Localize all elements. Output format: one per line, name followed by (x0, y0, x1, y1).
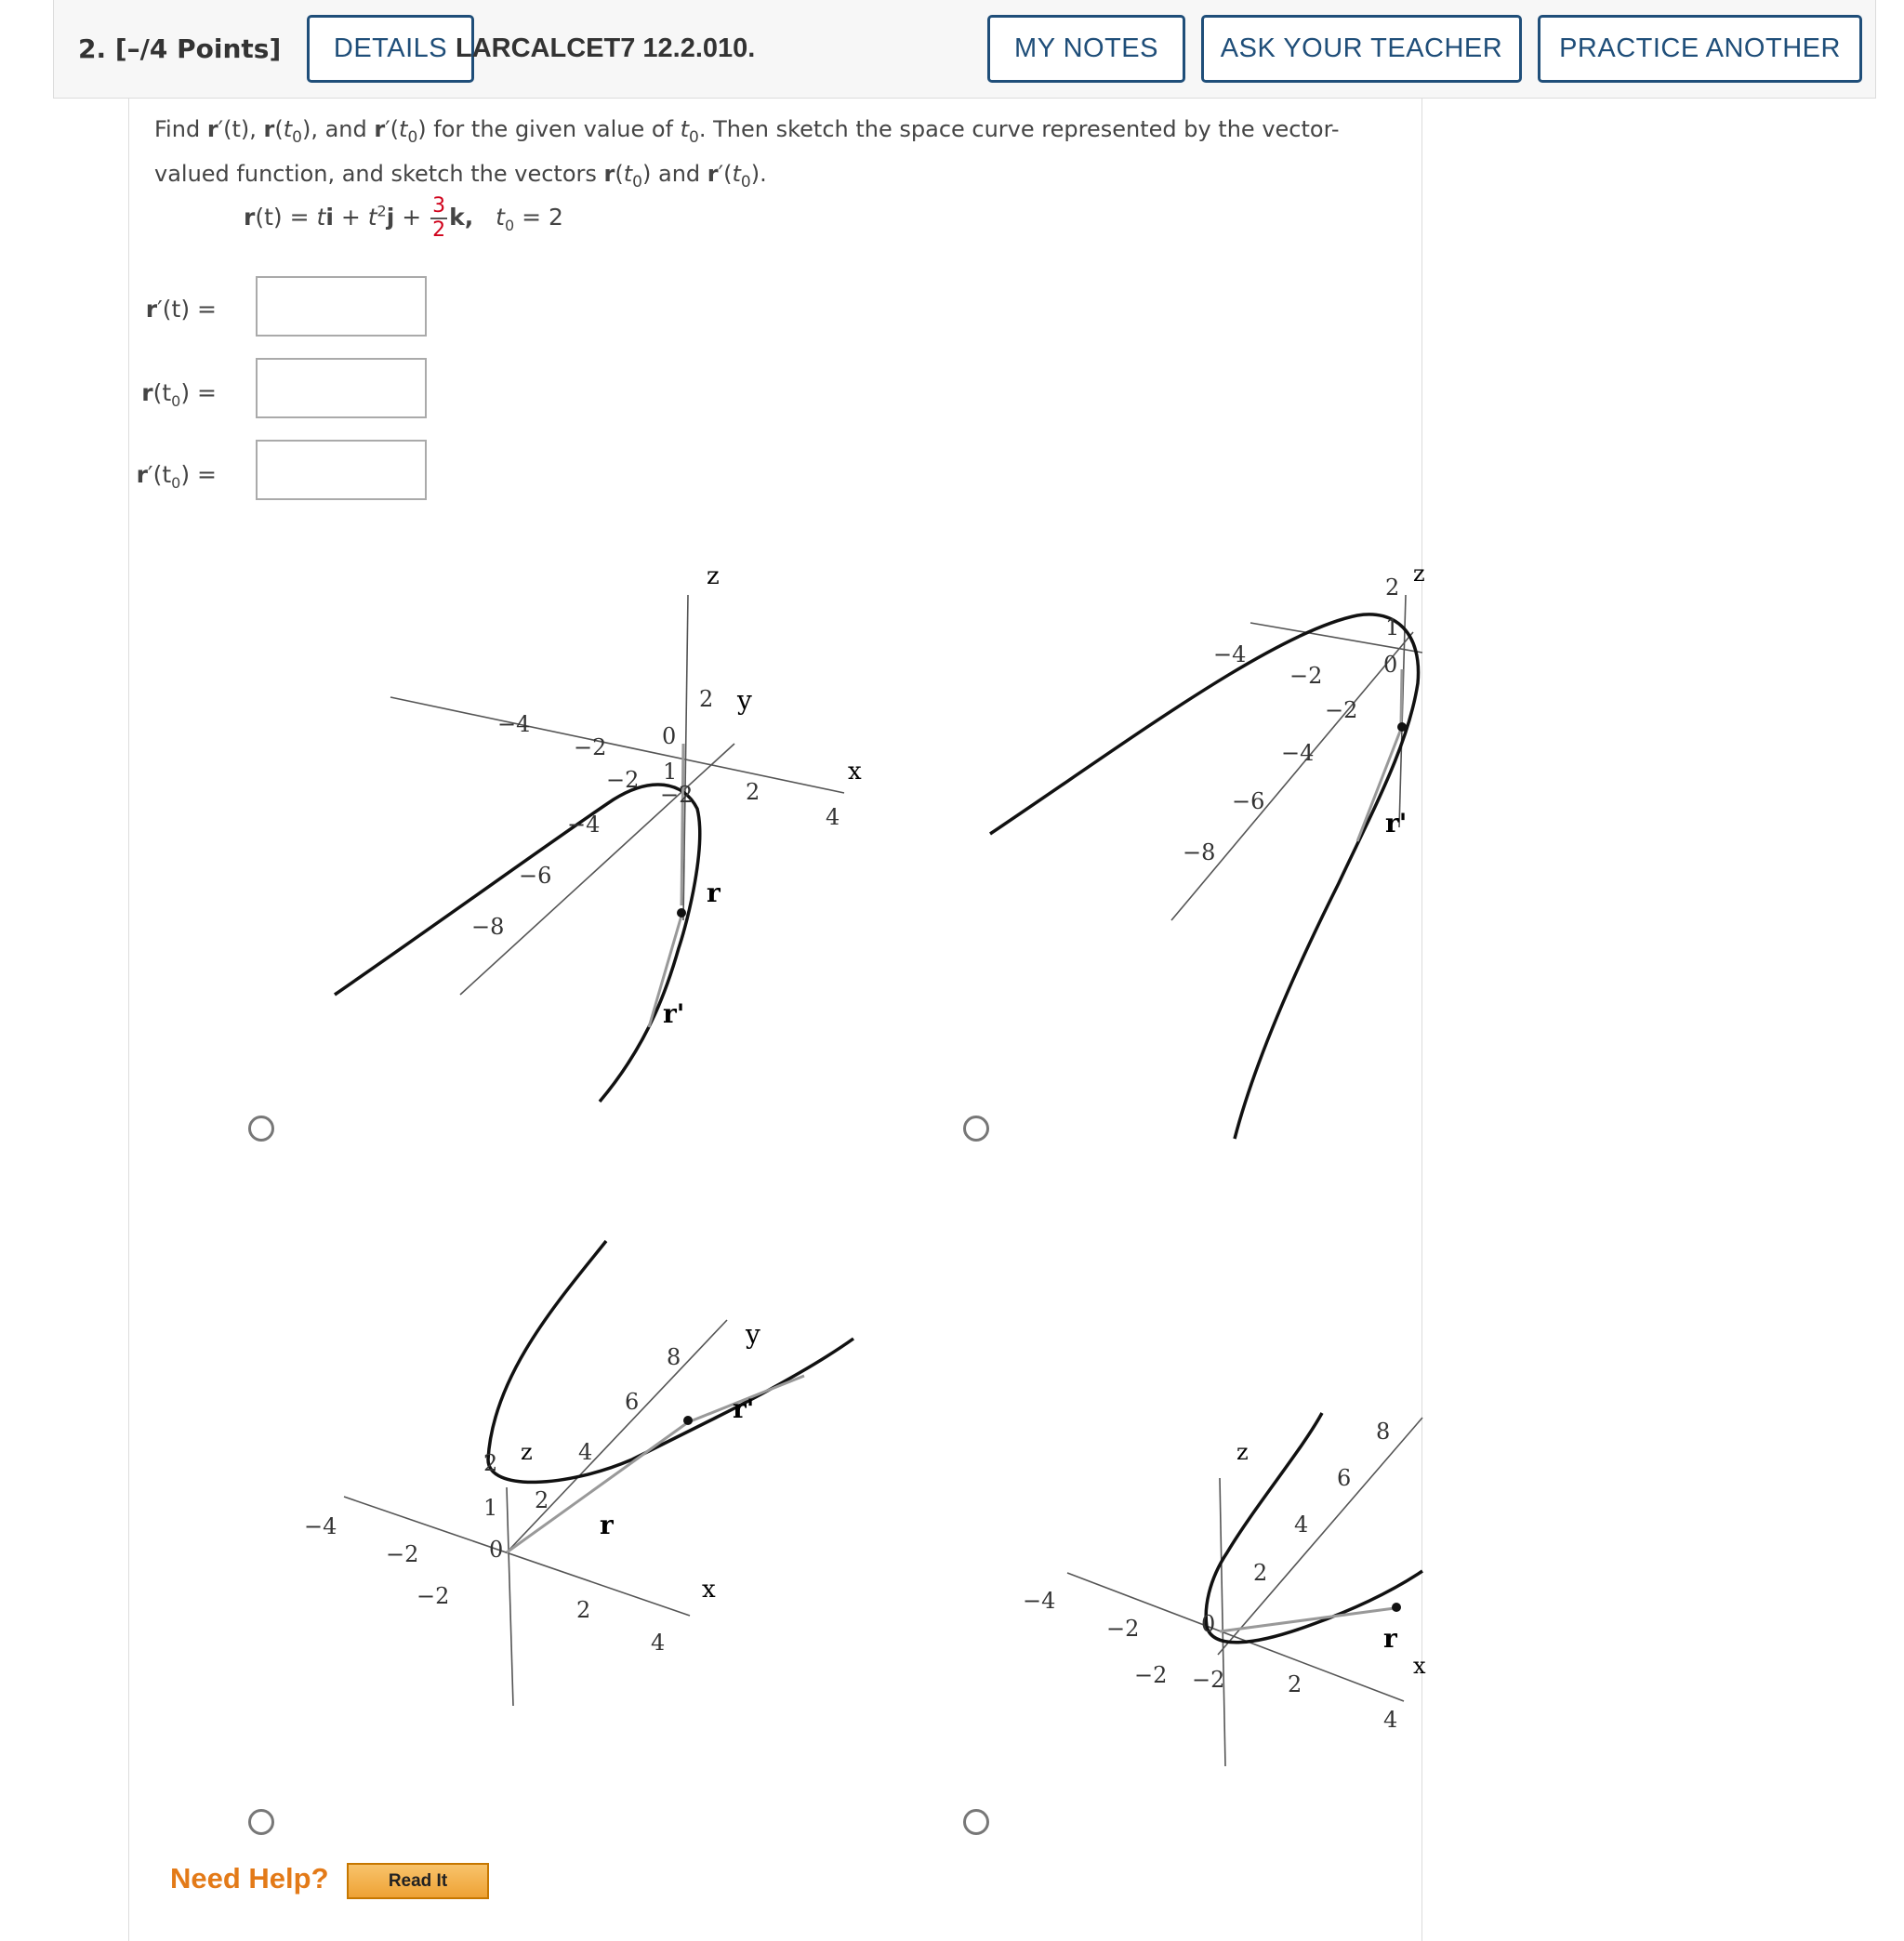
graph-option-3 (298, 1227, 874, 1710)
r-vector-label: r (600, 1510, 614, 1540)
fraction-three-halves: $\frac{3}{2}$ (432, 194, 446, 242)
x-axis-label: x (702, 1576, 716, 1604)
r-vector-label: r (707, 878, 721, 908)
tick-label: −2 (1192, 1667, 1225, 1693)
question-prompt: Find r′(t), $r(t_0)$, and $r'(t_0)$ for the given value of $t_0$. Then sketch the space curve represented by the vector- valued function, and sketch the vectors $r(t_0)$ and $r'(t_0)$. (154, 116, 1340, 191)
tick-label: 2 (1253, 1560, 1268, 1586)
z-axis-label: z (1413, 561, 1425, 587)
tick-label: 0 (1201, 1611, 1216, 1637)
tick-label: 2 (1385, 574, 1400, 601)
read-it-button[interactable]: Read It (347, 1863, 489, 1899)
tick-label: −2 (660, 782, 694, 808)
tick-label: 8 (1376, 1419, 1391, 1445)
tick-label: −4 (497, 711, 531, 737)
tick-label: 0 (1383, 652, 1398, 678)
option-radio-4[interactable] (963, 1809, 989, 1835)
tick-label: −4 (1023, 1588, 1056, 1614)
my-notes-button[interactable]: MY NOTES (987, 15, 1185, 83)
tick-label: −4 (1281, 740, 1315, 766)
tick-label: 2 (1288, 1671, 1302, 1697)
vector-function: r(t) = ti + $t^2j$ + $\frac{3}{2}$ k, $t_0 = 2$ (244, 194, 563, 242)
tick-label: −4 (1213, 641, 1247, 667)
rprime-vector-label: r' (663, 998, 685, 1029)
tick-label: 8 (667, 1344, 681, 1370)
tick-label: −2 (574, 734, 607, 760)
tick-label: −4 (567, 812, 601, 838)
tick-label: 1 (483, 1495, 498, 1521)
r-vector-label: r (1383, 1623, 1397, 1654)
tick-label: 1 (1385, 614, 1400, 640)
ask-teacher-button[interactable]: ASK YOUR TEACHER (1201, 15, 1522, 83)
graph-option-2 (985, 558, 1425, 1143)
need-help-label: Need Help? (170, 1862, 329, 1895)
option-radio-2[interactable] (963, 1116, 989, 1142)
tick-label: −4 (304, 1513, 337, 1539)
x-axis-label: x (848, 758, 862, 786)
x-axis-label: x (1413, 1653, 1426, 1679)
r-t0-input[interactable] (256, 358, 427, 418)
option-radio-3[interactable] (248, 1809, 274, 1835)
tick-label: −2 (416, 1583, 450, 1609)
graph-option-4 (1004, 1394, 1426, 1766)
tick-label: 6 (1337, 1465, 1352, 1491)
z-axis-label: z (707, 562, 720, 590)
tick-label: 0 (662, 723, 677, 749)
tick-label: 2 (535, 1487, 549, 1513)
tick-label: 4 (826, 804, 840, 830)
tick-label: −8 (471, 914, 505, 940)
tick-label: −8 (1183, 839, 1216, 865)
tick-label: −2 (1289, 663, 1323, 689)
tick-label: 4 (1383, 1707, 1398, 1733)
tick-label: −2 (1325, 697, 1358, 723)
tick-label: 4 (651, 1630, 666, 1656)
tick-label: 0 (489, 1537, 504, 1563)
tick-label: −2 (1134, 1662, 1168, 1688)
tick-label: 6 (625, 1389, 640, 1415)
practice-another-button[interactable]: PRACTICE ANOTHER (1538, 15, 1862, 83)
tick-label: 2 (576, 1597, 591, 1623)
option-radio-1[interactable] (248, 1116, 274, 1142)
question-number: 2. [–/4 Points] (78, 33, 282, 64)
z-axis-label: z (1236, 1439, 1249, 1465)
rprime-t-input[interactable] (256, 276, 427, 337)
tick-label: 4 (578, 1439, 593, 1465)
answer-label-r-t0: $r(t_0)$ = (141, 379, 217, 410)
answer-label-rprime-t: r′(t) = (145, 296, 217, 323)
tick-label: −2 (386, 1541, 419, 1567)
tick-label: −2 (1106, 1616, 1140, 1642)
z-axis-label: z (521, 1439, 533, 1465)
tick-label: −6 (519, 863, 552, 889)
graph-option-1 (316, 558, 892, 1116)
tick-label: 2 (483, 1450, 498, 1476)
rprime-vector-label: r' (1385, 808, 1408, 838)
y-axis-label: y (746, 1319, 760, 1350)
details-button[interactable]: DETAILS (307, 15, 474, 83)
tick-label: 2 (699, 686, 714, 712)
tick-label: 4 (1294, 1512, 1309, 1538)
rprime-vector-label: r' (733, 1393, 755, 1424)
problem-code: LARCALCET7 12.2.010. (456, 33, 756, 63)
tick-label: −2 (606, 767, 640, 793)
y-axis-label: y (737, 685, 752, 716)
rprime-t0-input[interactable] (256, 440, 427, 500)
tick-label: −6 (1232, 788, 1265, 814)
answer-label-rprime-t0: $r'(t_0)$ = (136, 461, 217, 492)
tick-label: 1 (663, 759, 678, 785)
tick-label: 2 (746, 779, 760, 805)
